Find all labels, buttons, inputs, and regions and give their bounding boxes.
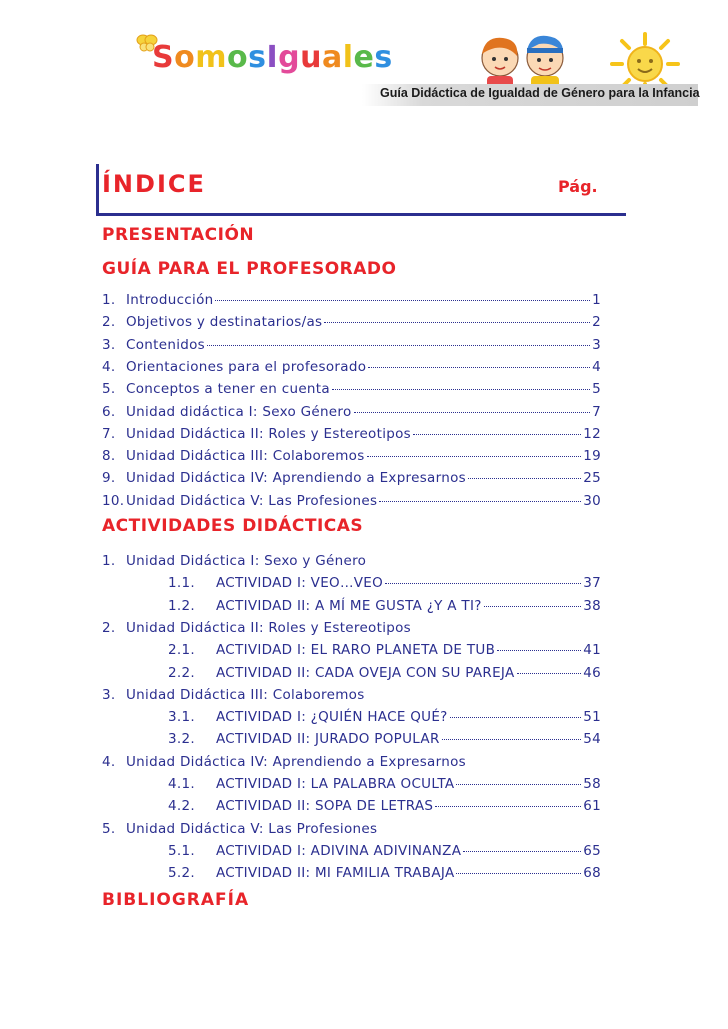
toc-entry[interactable] (102, 314, 601, 336)
entry-page-number: 54 (583, 731, 601, 748)
activity-entry[interactable] (168, 843, 601, 865)
entry-page-number: 7 (592, 403, 601, 420)
entry-label: Contenidos (126, 336, 206, 353)
entry-label: Unidad Didáctica I: Sexo y Género (126, 553, 367, 569)
index-heading (96, 164, 626, 218)
entry-number: 4. (102, 358, 116, 375)
entry-label: ACTIVIDAD II: CADA OVEJA CON SU PAREJA (216, 664, 515, 681)
toc-entry[interactable] (102, 470, 601, 492)
entry-page-number: 4 (592, 358, 601, 375)
entry-label: Conceptos a tener en cuenta (126, 381, 330, 398)
entry-number: 8. (102, 448, 116, 465)
dot-leader (456, 873, 581, 874)
toc-entry[interactable] (102, 381, 601, 403)
entry-label: ACTIVIDAD II: MI FAMILIA TRABAJA (216, 865, 455, 882)
dot-leader (207, 345, 590, 346)
toc-entry[interactable] (102, 687, 601, 709)
entry-number: 9. (102, 470, 116, 487)
entry-label: ACTIVIDAD II: SOPA DE LETRAS (216, 798, 434, 815)
entry-number: 3. (102, 686, 116, 703)
entry-number: 4.1. (168, 776, 195, 792)
entry-number: 2.2. (168, 664, 195, 681)
entry-number: 2.1. (168, 642, 195, 659)
dot-leader (497, 650, 581, 651)
section-guia-profesorado[interactable]: GUÍA PARA EL PROFESORADO (102, 259, 397, 279)
section-actividades[interactable]: ACTIVIDADES DIDÁCTICAS (102, 516, 364, 536)
toc-entry[interactable] (102, 426, 601, 448)
toc-entry[interactable] (102, 359, 601, 381)
entry-number: 1.1. (168, 575, 195, 592)
entry-number: 2. (102, 619, 116, 636)
entry-page-number: 61 (583, 798, 601, 815)
dot-leader (456, 784, 581, 785)
entry-label: Unidad Didáctica V: Las Profesiones (126, 492, 378, 509)
entry-number: 5. (102, 820, 116, 837)
entry-number: 4. (102, 753, 116, 770)
entry-label: Unidad didáctica I: Sexo Género (126, 403, 352, 420)
entry-page-number: 37 (583, 575, 601, 592)
activity-entry[interactable] (168, 776, 601, 798)
entry-number: 6. (102, 403, 116, 420)
logo: SomosIguales (152, 40, 393, 75)
heading-border-left (96, 164, 99, 216)
dot-leader (324, 322, 590, 323)
index-title: ÍNDICE (102, 170, 206, 198)
toc-entry[interactable] (102, 620, 601, 642)
entry-number: 5.1. (168, 842, 195, 859)
toc-entry[interactable] (102, 754, 601, 776)
entry-number: 1. (102, 553, 116, 569)
dot-leader (367, 456, 582, 457)
entry-label: Unidad Didáctica II: Roles y Estereotipos (126, 425, 412, 442)
entry-page-number: 19 (583, 448, 601, 465)
entry-number: 4.2. (168, 798, 195, 815)
entry-label: ACTIVIDAD I: EL RARO PLANETA DE TUB (216, 642, 496, 659)
entry-label: Introducción (126, 292, 214, 308)
guide-subtitle: Guía Didáctica de Igualdad de Género para la Infancia (380, 86, 700, 100)
entry-number: 1.2. (168, 597, 195, 614)
toc-entry[interactable] (102, 553, 601, 575)
dot-leader (215, 300, 590, 301)
toc-entry[interactable] (102, 821, 601, 843)
children-illustration-icon (465, 28, 585, 90)
entry-page-number: 3 (592, 336, 601, 353)
entry-label: Unidad Didáctica II: Roles y Estereotipos (126, 619, 412, 636)
entry-label: Unidad Didáctica V: Las Profesiones (126, 820, 378, 837)
activity-entry[interactable] (168, 575, 601, 597)
entry-page-number: 5 (592, 381, 601, 398)
entry-number: 5.2. (168, 865, 195, 882)
toc-entry[interactable] (102, 448, 601, 470)
entry-number: 1. (102, 292, 116, 308)
entry-page-number: 41 (583, 642, 601, 659)
entry-number: 5. (102, 381, 116, 398)
entry-number: 3.2. (168, 731, 195, 748)
entry-page-number: 51 (583, 709, 601, 726)
entry-page-number: 1 (592, 292, 601, 308)
entry-label: ACTIVIDAD I: VEO…VEO (216, 575, 384, 592)
entry-label: ACTIVIDAD II: A MÍ ME GUSTA ¿Y A TI? (216, 597, 482, 614)
dot-leader (463, 851, 581, 852)
entry-page-number: 65 (583, 842, 601, 859)
page-column-label: Pág. (558, 177, 598, 196)
entry-label: Objetivos y destinatarios/as (126, 314, 323, 331)
entry-page-number: 30 (583, 492, 601, 509)
section-bibliografia[interactable]: BIBLIOGRAFÍA (102, 890, 250, 910)
entry-number: 10. (102, 492, 125, 509)
dot-leader (484, 606, 581, 607)
entry-label: Unidad Didáctica III: Colaboremos (126, 686, 365, 703)
entry-label: ACTIVIDAD I: ¿QUIÉN HACE QUÉ? (216, 709, 448, 726)
dot-leader (442, 739, 582, 740)
entry-page-number: 12 (583, 425, 601, 442)
entry-page-number: 68 (583, 865, 601, 882)
entry-number: 7. (102, 425, 116, 442)
entry-label: Orientaciones para el profesorado (126, 358, 367, 375)
dot-leader (413, 434, 581, 435)
entry-number: 3. (102, 336, 116, 353)
activity-entry[interactable] (168, 731, 601, 753)
activity-entry[interactable] (168, 798, 601, 820)
toc-entry[interactable] (102, 292, 601, 314)
entry-page-number: 38 (583, 597, 601, 614)
entry-label: ACTIVIDAD I: ADIVINA ADIVINANZA (216, 842, 462, 859)
entry-label: ACTIVIDAD I: LA PALABRA OCULTA (216, 776, 455, 792)
dot-leader (354, 412, 591, 413)
entry-label: ACTIVIDAD II: JURADO POPULAR (216, 731, 440, 748)
activity-entry[interactable] (168, 665, 601, 687)
dot-leader (368, 367, 590, 368)
activity-entry[interactable] (168, 598, 601, 620)
dot-leader (468, 478, 581, 479)
entry-label: Unidad Didáctica IV: Aprendiendo a Expresarnos (126, 753, 466, 770)
dot-leader (379, 501, 581, 502)
entry-page-number: 58 (583, 776, 601, 792)
activity-entry[interactable] (168, 709, 601, 731)
toc-entry[interactable] (102, 493, 601, 515)
dot-leader (385, 583, 581, 584)
activity-entry[interactable] (168, 865, 601, 887)
entry-page-number: 46 (583, 664, 601, 681)
entry-number: 3.1. (168, 709, 195, 726)
heading-border-bottom (96, 213, 626, 216)
header-banner (130, 28, 700, 108)
section-presentacion[interactable]: PRESENTACIÓN (102, 225, 255, 245)
toc-entry[interactable] (102, 337, 601, 359)
entry-number: 2. (102, 314, 116, 331)
dot-leader (435, 806, 581, 807)
dot-leader (450, 717, 582, 718)
entry-page-number: 2 (592, 314, 601, 331)
toc-entry[interactable] (102, 404, 601, 426)
activity-entry[interactable] (168, 642, 601, 664)
dot-leader (332, 389, 590, 390)
entry-label: Unidad Didáctica III: Colaboremos (126, 448, 365, 465)
dot-leader (517, 673, 582, 674)
entry-page-number: 25 (583, 470, 601, 487)
entry-label: Unidad Didáctica IV: Aprendiendo a Expresarnos (126, 470, 466, 487)
